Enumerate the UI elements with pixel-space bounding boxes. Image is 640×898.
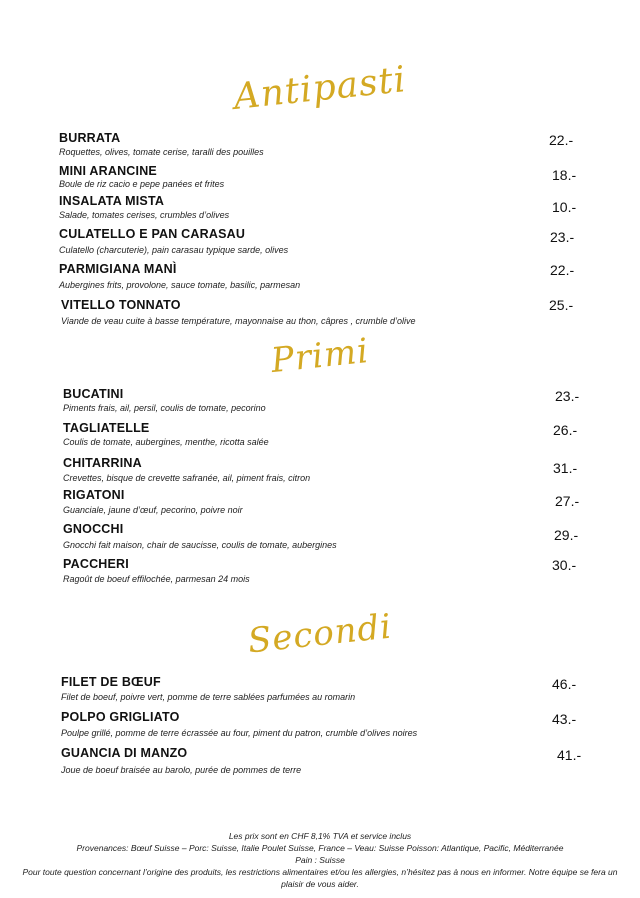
item-name-culatello: CULATELLO E PAN CARASAU xyxy=(59,227,246,241)
item-desc-chitarrina: Crevettes, bisque de crevette safranée, ail, piment frais, citron xyxy=(63,473,311,483)
item-desc-mini-arancine: Boule de riz cacio e pepe panées et frites xyxy=(59,179,225,189)
item-desc-tagliatelle: Coulis de tomate, aubergines, menthe, ricotta salée xyxy=(63,437,269,447)
item-desc-gnocchi: Gnocchi fait maison, chair de saucisse, coulis de tomate, aubergines xyxy=(63,540,337,550)
footer-allergy-note-cont: plaisir de vous aider. xyxy=(281,879,359,889)
footer-provenance-note: Provenances: Bœuf Suisse – Porc: Suisse, Italie Poulet Suisse, France – Veau: Suisse Poisson: Atlantique, Pacific, Méditerranée xyxy=(76,843,564,853)
item-name-gnocchi: GNOCCHI xyxy=(63,522,124,536)
item-name-filet-de-boeuf: FILET DE BŒUF xyxy=(61,675,161,689)
item-name-tagliatelle: TAGLIATELLE xyxy=(63,421,150,435)
item-price-parmigiana: 22.- xyxy=(550,262,575,278)
item-desc-insalata-mista: Salade, tomates cerises, crumbles d’olives xyxy=(59,210,230,220)
item-name-mini-arancine: MINI ARANCINE xyxy=(59,164,157,178)
item-price-mini-arancine: 18.- xyxy=(552,167,577,183)
item-name-chitarrina: CHITARRINA xyxy=(63,456,142,470)
item-price-guancia-di-manzo: 41.- xyxy=(557,747,582,763)
footer-bread-note: Pain : Suisse xyxy=(295,855,345,865)
item-name-guancia-di-manzo: GUANCIA DI MANZO xyxy=(61,746,188,760)
footer-notes xyxy=(0,830,640,890)
item-desc-parmigiana: Aubergines frits, provolone, sauce tomate, basilic, parmesan xyxy=(59,280,301,290)
item-desc-guancia-di-manzo: Joue de boeuf braisée au barolo, purée de pommes de terre xyxy=(61,765,302,775)
item-price-burrata: 22.- xyxy=(549,132,574,148)
item-name-polpo-grigliato: POLPO GRIGLIATO xyxy=(61,710,180,724)
item-name-paccheri: PACCHERI xyxy=(63,557,129,571)
item-price-filet-de-boeuf: 46.- xyxy=(552,676,577,692)
item-price-vitello-tonnato: 25.- xyxy=(549,297,574,313)
footer-allergy-note: Pour toute question concernant l’origine des produits, les restrictions alimentaires et/ou les allergies, n’hésitez pas à nous en informer. Notre équipe se fera un xyxy=(22,867,618,877)
item-desc-paccheri: Ragoût de boeuf effilochée, parmesan 24 mois xyxy=(63,574,250,584)
item-desc-burrata: Roquettes, olives, tomate cerise, taralli des pouilles xyxy=(59,147,264,157)
item-name-burrata: BURRATA xyxy=(59,131,121,145)
item-price-culatello: 23.- xyxy=(550,229,575,245)
item-price-chitarrina: 31.- xyxy=(553,460,578,476)
item-price-rigatoni: 27.- xyxy=(555,493,580,509)
item-price-paccheri: 30.- xyxy=(552,557,577,573)
item-desc-filet-de-boeuf: Filet de boeuf, poivre vert, pomme de terre sablées parfumées au romarin xyxy=(61,692,356,702)
item-price-polpo-grigliato: 43.- xyxy=(552,711,577,727)
item-price-insalata-mista: 10.- xyxy=(552,199,577,215)
item-name-bucatini: BUCATINI xyxy=(63,387,124,401)
footer-price-note: Les prix sont en CHF 8,1% TVA et service inclus xyxy=(228,831,412,841)
item-desc-polpo-grigliato: Poulpe grillé, pomme de terre écrassée au four, piment du patron, crumble d’olives noires xyxy=(61,728,418,738)
item-desc-vitello-tonnato: Viande de veau cuite à basse température, mayonnaise au thon, câpres , crumble d’olive xyxy=(61,316,416,326)
item-name-vitello-tonnato: VITELLO TONNATO xyxy=(61,298,181,312)
item-price-bucatini: 23.- xyxy=(555,388,580,404)
item-desc-bucatini: Piments frais, ail, persil, coulis de tomate, pecorino xyxy=(63,403,266,413)
item-name-insalata-mista: INSALATA MISTA xyxy=(59,194,165,208)
section-title-primi: Primi xyxy=(269,330,371,382)
section-title-secondi: Secondi xyxy=(246,606,394,662)
item-price-gnocchi: 29.- xyxy=(554,527,579,543)
section-title-antipasti: Antipasti xyxy=(231,59,409,118)
item-name-parmigiana: PARMIGIANA MANÌ xyxy=(59,262,177,276)
item-name-rigatoni: RIGATONI xyxy=(63,488,125,502)
item-desc-rigatoni: Guanciale, jaune d’œuf, pecorino, poivre noir xyxy=(63,505,243,515)
item-desc-culatello: Culatello (charcuterie), pain carasau typique sarde, olives xyxy=(59,245,289,255)
item-price-tagliatelle: 26.- xyxy=(553,422,578,438)
